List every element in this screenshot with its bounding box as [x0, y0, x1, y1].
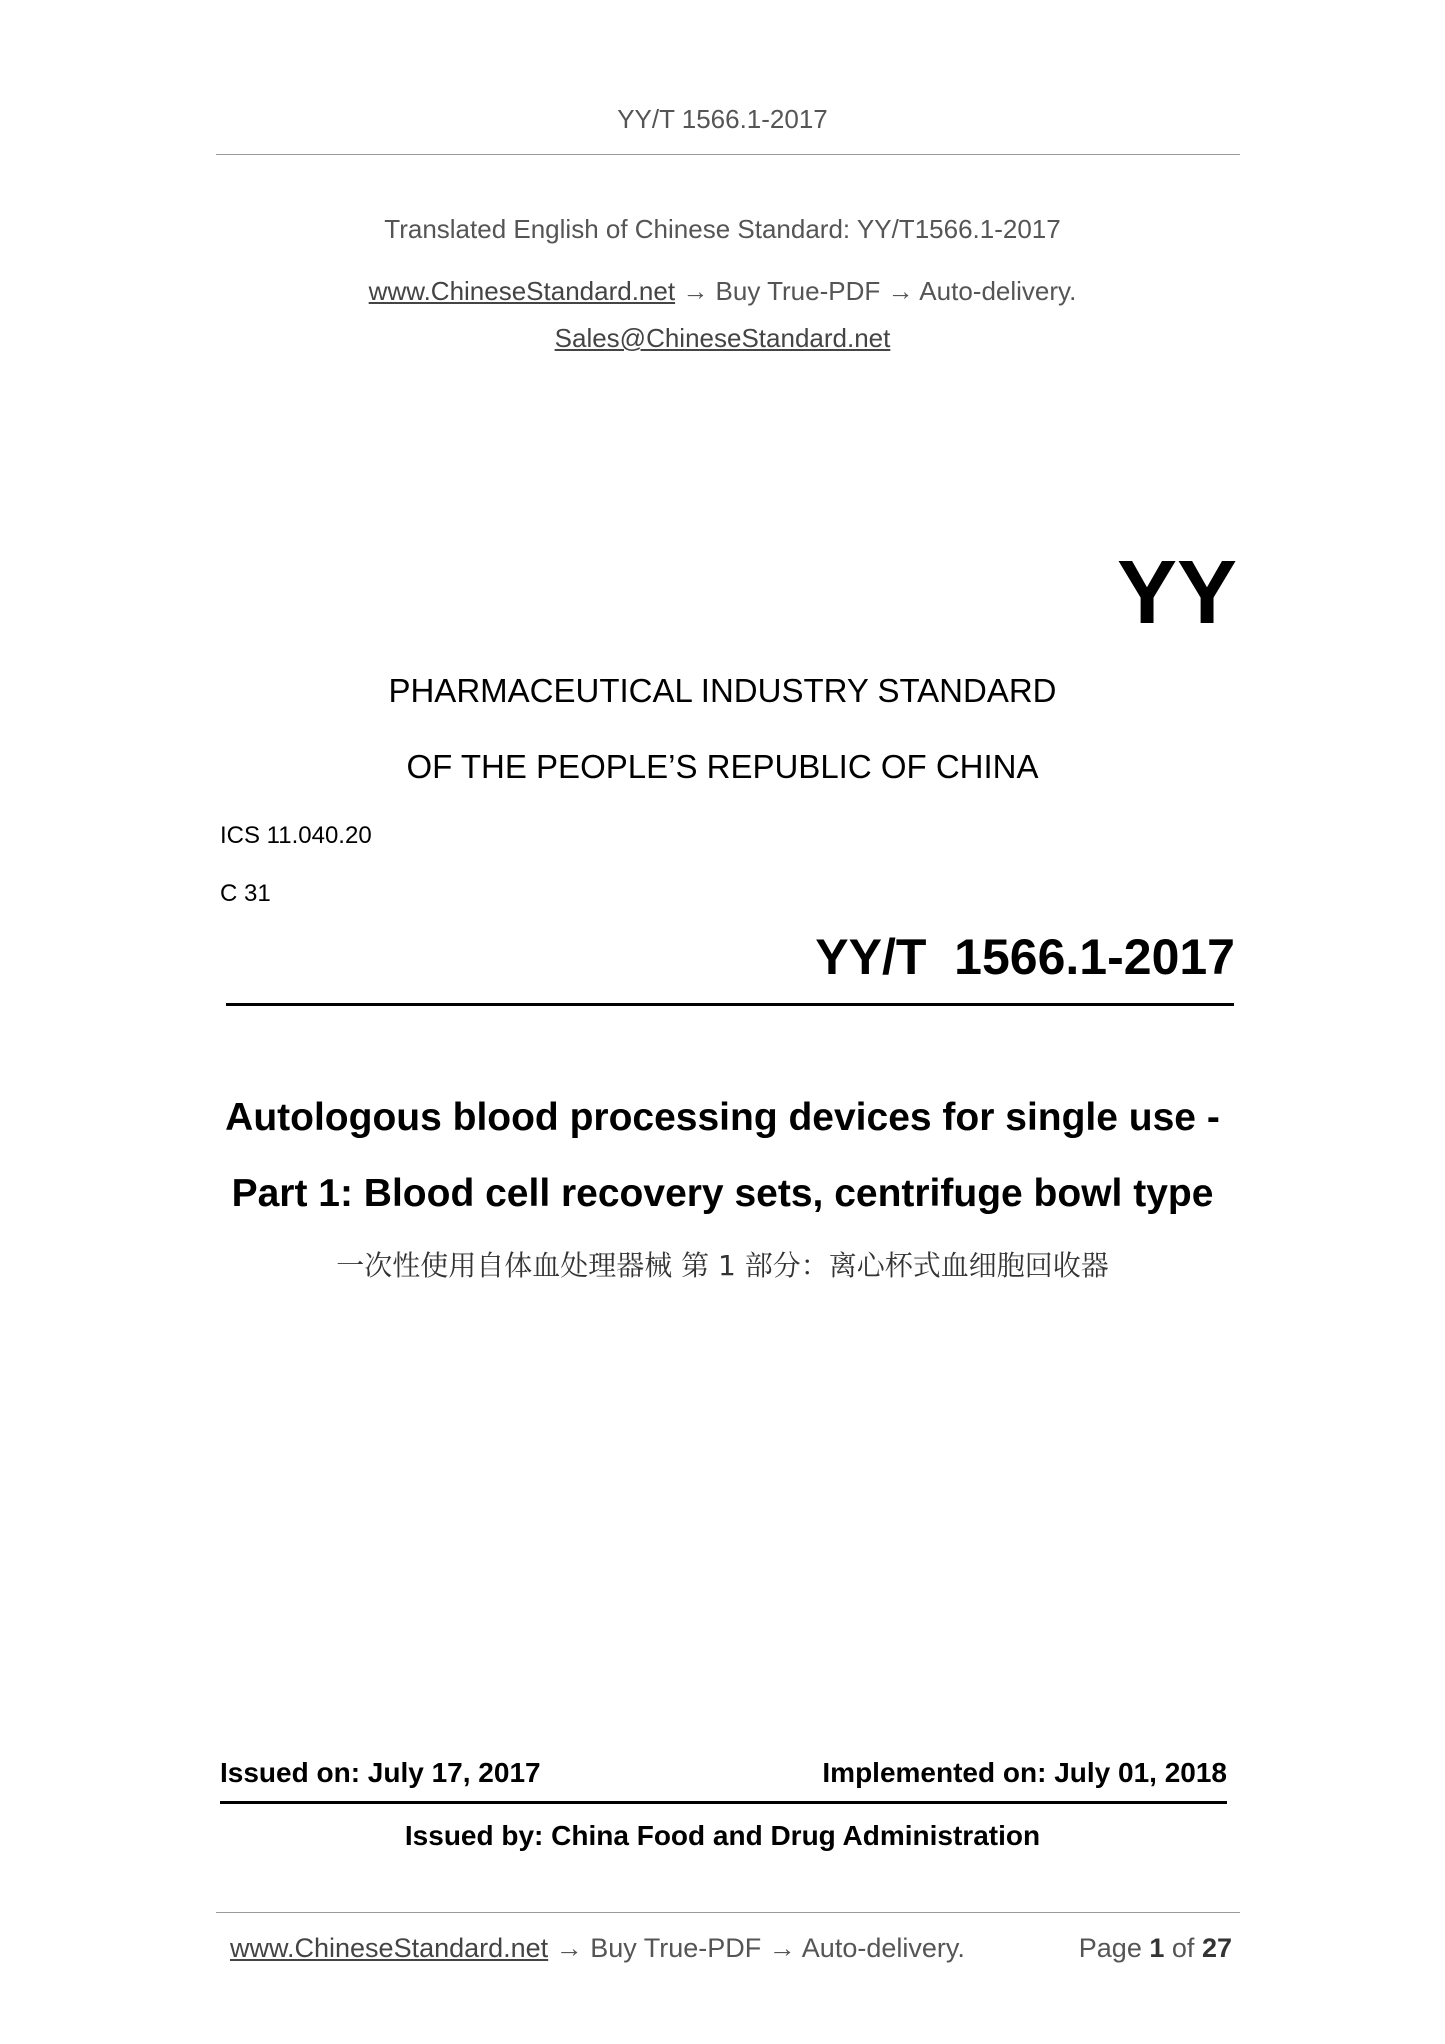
implemented-on: Implemented on: July 01, 2018 — [822, 1757, 1227, 1788]
issue-rule — [220, 1801, 1227, 1804]
page-total: 27 — [1201, 1933, 1232, 1963]
footer-buy-text: Buy True-PDF — [590, 1933, 762, 1963]
ccs-code: C 31 — [220, 880, 271, 907]
arrow-icon: → — [887, 276, 914, 306]
footer-links — [230, 1933, 965, 1964]
of-label: of — [1171, 1933, 1195, 1963]
issued-by: Issued by: China Food and Drug Administration — [404, 1820, 1041, 1851]
page-indicator — [1079, 1933, 1232, 1964]
sales-email-link[interactable]: Sales@ChineseStandard.net — [554, 323, 891, 353]
title-line-2: Part 1: Blood cell recovery sets, centrifuge bowl type — [231, 1172, 1214, 1215]
header-rule — [216, 154, 1240, 155]
page-number: 1 — [1149, 1933, 1165, 1963]
number-rule — [226, 1003, 1234, 1006]
footer-rule — [216, 1912, 1240, 1913]
running-header: YY/T 1566.1-2017 — [617, 104, 828, 134]
title-line-1: Autologous blood processing devices for single use - — [225, 1096, 1220, 1139]
code-mark: YY — [1116, 543, 1237, 643]
issued-on: Issued on: July 17, 2017 — [220, 1757, 541, 1788]
footer-site-link[interactable]: www.ChineseStandard.net — [230, 1933, 549, 1963]
standard-line-1: PHARMACEUTICAL INDUSTRY STANDARD — [388, 672, 1057, 709]
sales-row — [0, 323, 1445, 354]
arrow-icon: → — [555, 1933, 583, 1963]
site-link[interactable]: www.ChineseStandard.net — [368, 276, 676, 306]
title-chinese: 一次性使用自体血处理器械 第 1 部分：离心杯式血细胞回收器 — [336, 1249, 1109, 1282]
standard-number: YY/T 1566.1-2017 — [815, 929, 1235, 985]
auto-delivery-text: Auto-delivery. — [919, 276, 1077, 306]
arrow-icon: → — [682, 276, 709, 306]
arrow-icon: → — [768, 1933, 796, 1963]
standard-line-2: OF THE PEOPLE’S REPUBLIC OF CHINA — [406, 748, 1039, 785]
translated-line: Translated English of Chinese Standard: YY/T1566.1-2017 — [384, 214, 1061, 244]
footer-auto-delivery-text: Auto-delivery. — [801, 1933, 965, 1963]
page-label: Page — [1078, 1933, 1142, 1963]
buy-text: Buy True-PDF — [715, 276, 881, 306]
ics-code: ICS 11.040.20 — [220, 822, 372, 849]
banner-links — [0, 276, 1445, 307]
